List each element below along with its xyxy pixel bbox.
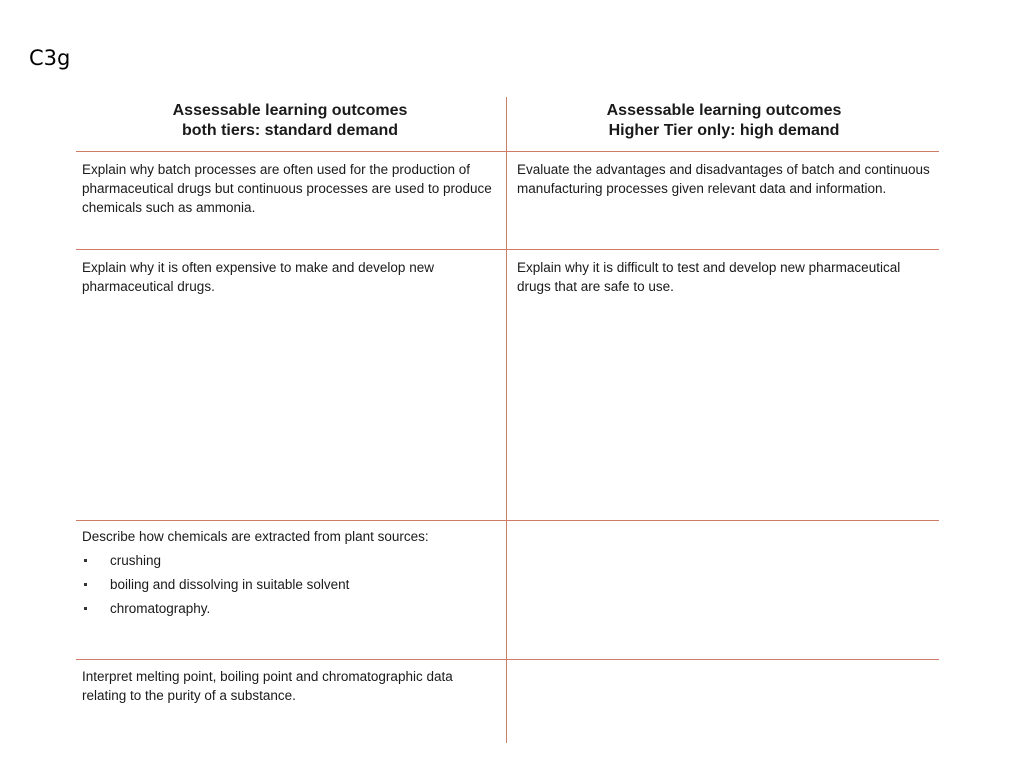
list-item: boiling and dissolving in suitable solvent — [82, 575, 498, 594]
row4-standard-cell: Interpret melting point, boiling point and chromatographic data relating to the purity of a substance. — [82, 669, 453, 703]
header-standard-demand — [76, 101, 504, 141]
header-standard-line1: Assessable learning outcomes — [172, 102, 408, 119]
row2-standard-cell: Explain why it is often expensive to make and develop new pharmaceutical drugs. — [82, 260, 434, 294]
slide-label: C3g — [29, 46, 71, 70]
row1-high-cell: Evaluate the advantages and disadvantages of batch and continuous manufacturing processes given relevant data and information. — [517, 162, 930, 196]
column-divider — [506, 97, 507, 743]
row-divider — [76, 151, 939, 152]
row-divider — [76, 659, 939, 660]
list-item: chromatography. — [82, 599, 498, 618]
list-item: crushing — [82, 551, 498, 570]
header-high-demand — [510, 101, 938, 141]
extraction-steps-list — [82, 551, 498, 618]
header-high-line1: Assessable learning outcomes — [606, 102, 842, 119]
row-divider — [76, 520, 939, 521]
row3-intro-text: Describe how chemicals are extracted from plant sources: — [82, 529, 429, 544]
header-high-line2: Higher Tier only: high demand — [608, 122, 840, 139]
header-standard-line2: both tiers: standard demand — [181, 122, 399, 139]
row-divider — [76, 249, 939, 250]
learning-outcomes-table — [76, 97, 939, 743]
row1-standard-cell: Explain why batch processes are often used for the production of pharmaceutical drugs but continuous processes are used to produce chemicals such as ammonia. — [82, 162, 492, 215]
row3-standard-cell — [82, 527, 498, 623]
row2-high-cell: Explain why it is difficult to test and develop new pharmaceutical drugs that are safe to use. — [517, 260, 901, 294]
